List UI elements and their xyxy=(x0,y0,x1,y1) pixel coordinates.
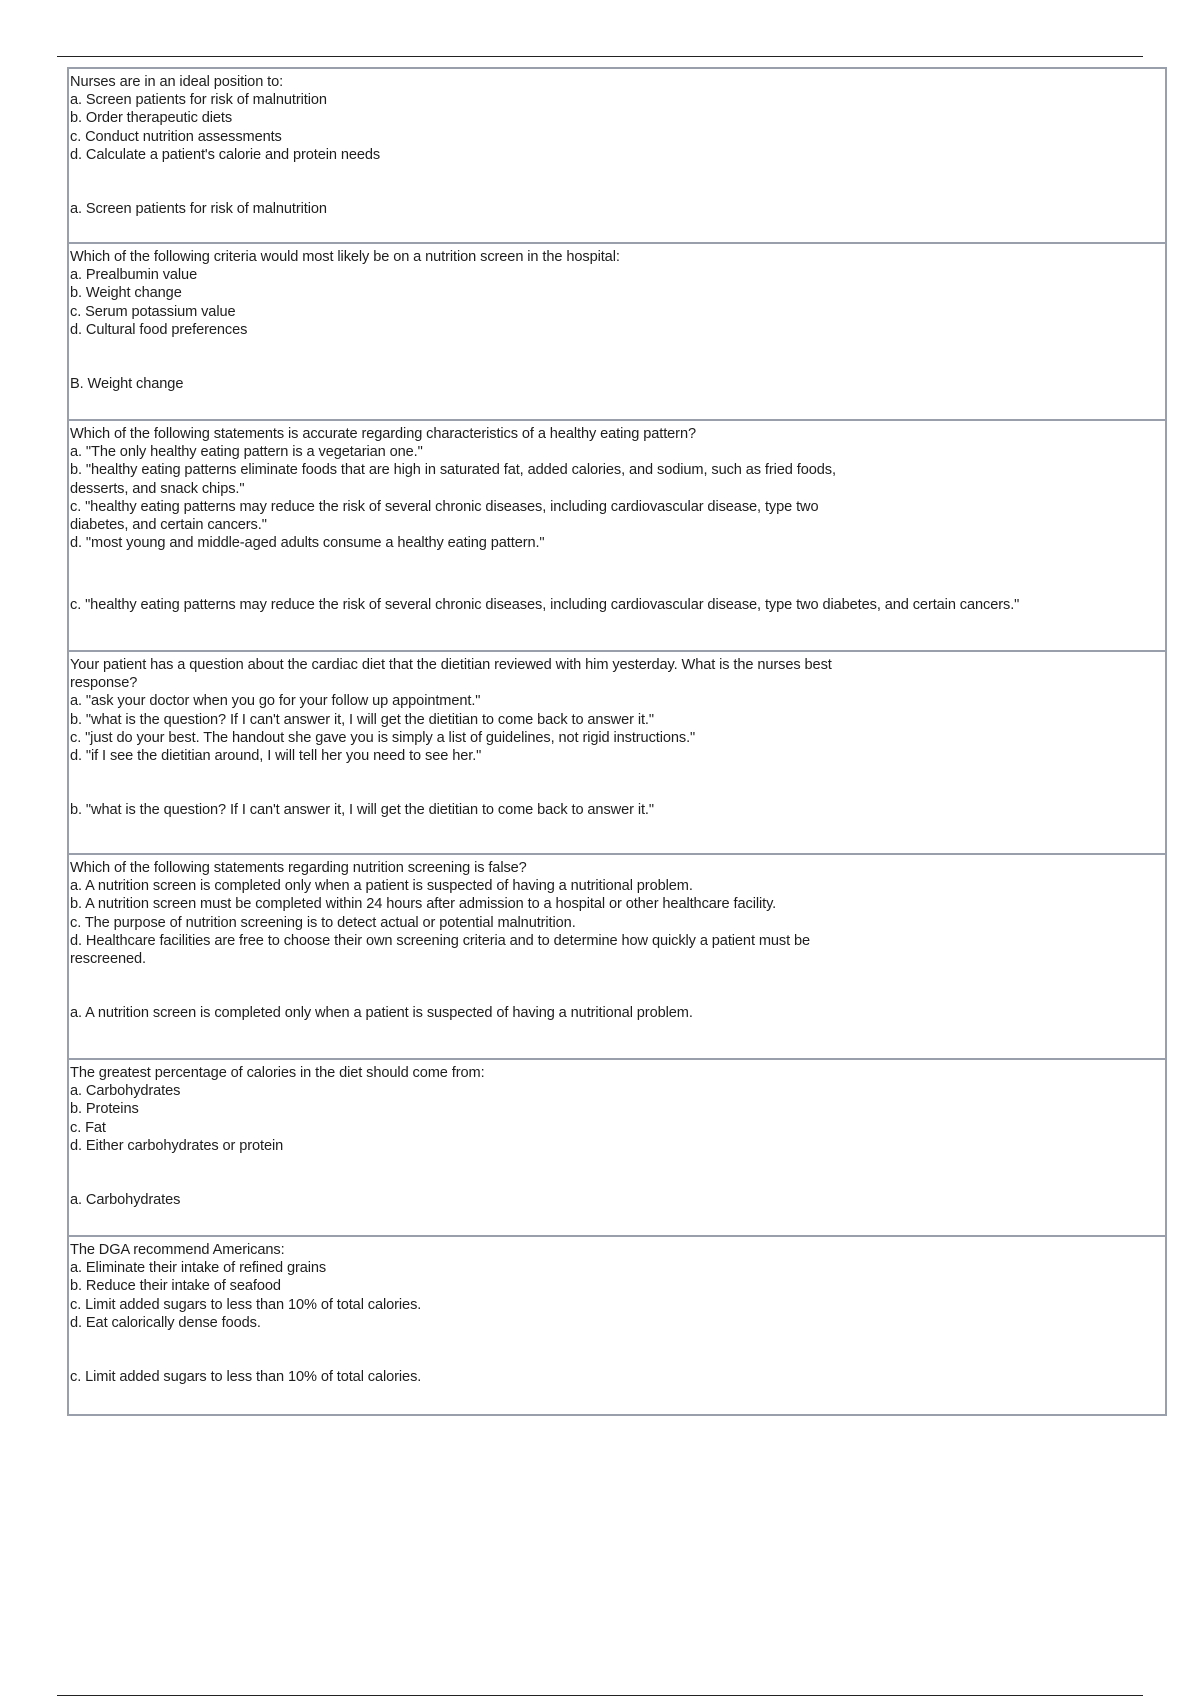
flashcard xyxy=(67,421,1167,652)
flashcard xyxy=(67,1060,1167,1237)
flashcard-answer: B. Weight change xyxy=(70,376,184,393)
flashcard-question: Which of the following statements is accurate regarding characteristics of a healthy eating pattern? a. "The only healthy eating pattern is a vegetarian one." b. "healthy eating patterns eliminate foods that are high in saturated fat, added calories, and sodium, such as fried foods, desserts, and snack chips." c. "healthy eating patterns may reduce the risk of several chronic diseases, including cardiovascular disease, type two diabetes, and certain cancers." d. "most young and middle-aged adults consume a healthy eating pattern." xyxy=(70,426,836,552)
flashcard xyxy=(67,1237,1167,1416)
flashcard-answer: c. Limit added sugars to less than 10% of total calories. xyxy=(70,1369,422,1386)
page-top-rule xyxy=(57,56,1143,57)
flashcard-question: Which of the following criteria would most likely be on a nutrition screen in the hospital: a. Prealbumin value b. Weight change c. Serum potassium value d. Cultural food preferences xyxy=(70,249,620,338)
flashcard-list xyxy=(67,67,1167,1416)
flashcard-answer: a. Carbohydrates xyxy=(70,1192,181,1209)
flashcard-question: The DGA recommend Americans: a. Eliminate their intake of refined grains b. Reduce their intake of seafood c. Limit added sugars to less than 10% of total calories. d. Eat calorically dense foods. xyxy=(70,1242,422,1331)
flashcard-question: Which of the following statements regarding nutrition screening is false? a. A nutrition screen is completed only when a patient is suspected of having a nutritional problem. b. A nutrition screen must be completed within 24 hours after admission to a hospital or other healthcare facility. c. The purpose of nutrition screening is to detect actual or potential malnutrition. d. Healthcare facilities are free to choose their own screening criteria and to determine how quickly a patient must be rescreened. xyxy=(70,860,811,968)
flashcard-answer: c. "healthy eating patterns may reduce the risk of several chronic diseases, including cardiovascular disease, type two diabetes, and certain cancers." xyxy=(70,597,1020,614)
page-bottom-rule xyxy=(57,1695,1143,1696)
flashcard xyxy=(67,855,1167,1060)
flashcard xyxy=(67,652,1167,855)
flashcard-answer: a. A nutrition screen is completed only when a patient is suspected of having a nutritional problem. xyxy=(70,1005,693,1022)
flashcard-question: Your patient has a question about the cardiac diet that the dietitian reviewed with him yesterday. What is the nurses best response? a. "ask your doctor when you go for your follow up appointment." b. "what is the question? If I can't answer it, I will get the dietitian to come back to answer it." c. "just do your best. The handout she gave you is simply a list of guidelines, not rigid instructions." d. "if I see the dietitian around, I will tell her you need to see her." xyxy=(70,657,832,765)
flashcard-question: The greatest percentage of calories in the diet should come from: a. Carbohydrates b. Proteins c. Fat d. Either carbohydrates or protein xyxy=(70,1065,485,1154)
flashcard xyxy=(67,67,1167,244)
flashcard-question: Nurses are in an ideal position to: a. Screen patients for risk of malnutrition b. Order therapeutic diets c. Conduct nutrition assessments d. Calculate a patient's calorie and protein needs xyxy=(70,74,381,163)
flashcard-answer: a. Screen patients for risk of malnutrition xyxy=(70,201,327,218)
flashcard xyxy=(67,244,1167,421)
flashcard-answer: b. "what is the question? If I can't answer it, I will get the dietitian to come back to answer it." xyxy=(70,802,654,819)
